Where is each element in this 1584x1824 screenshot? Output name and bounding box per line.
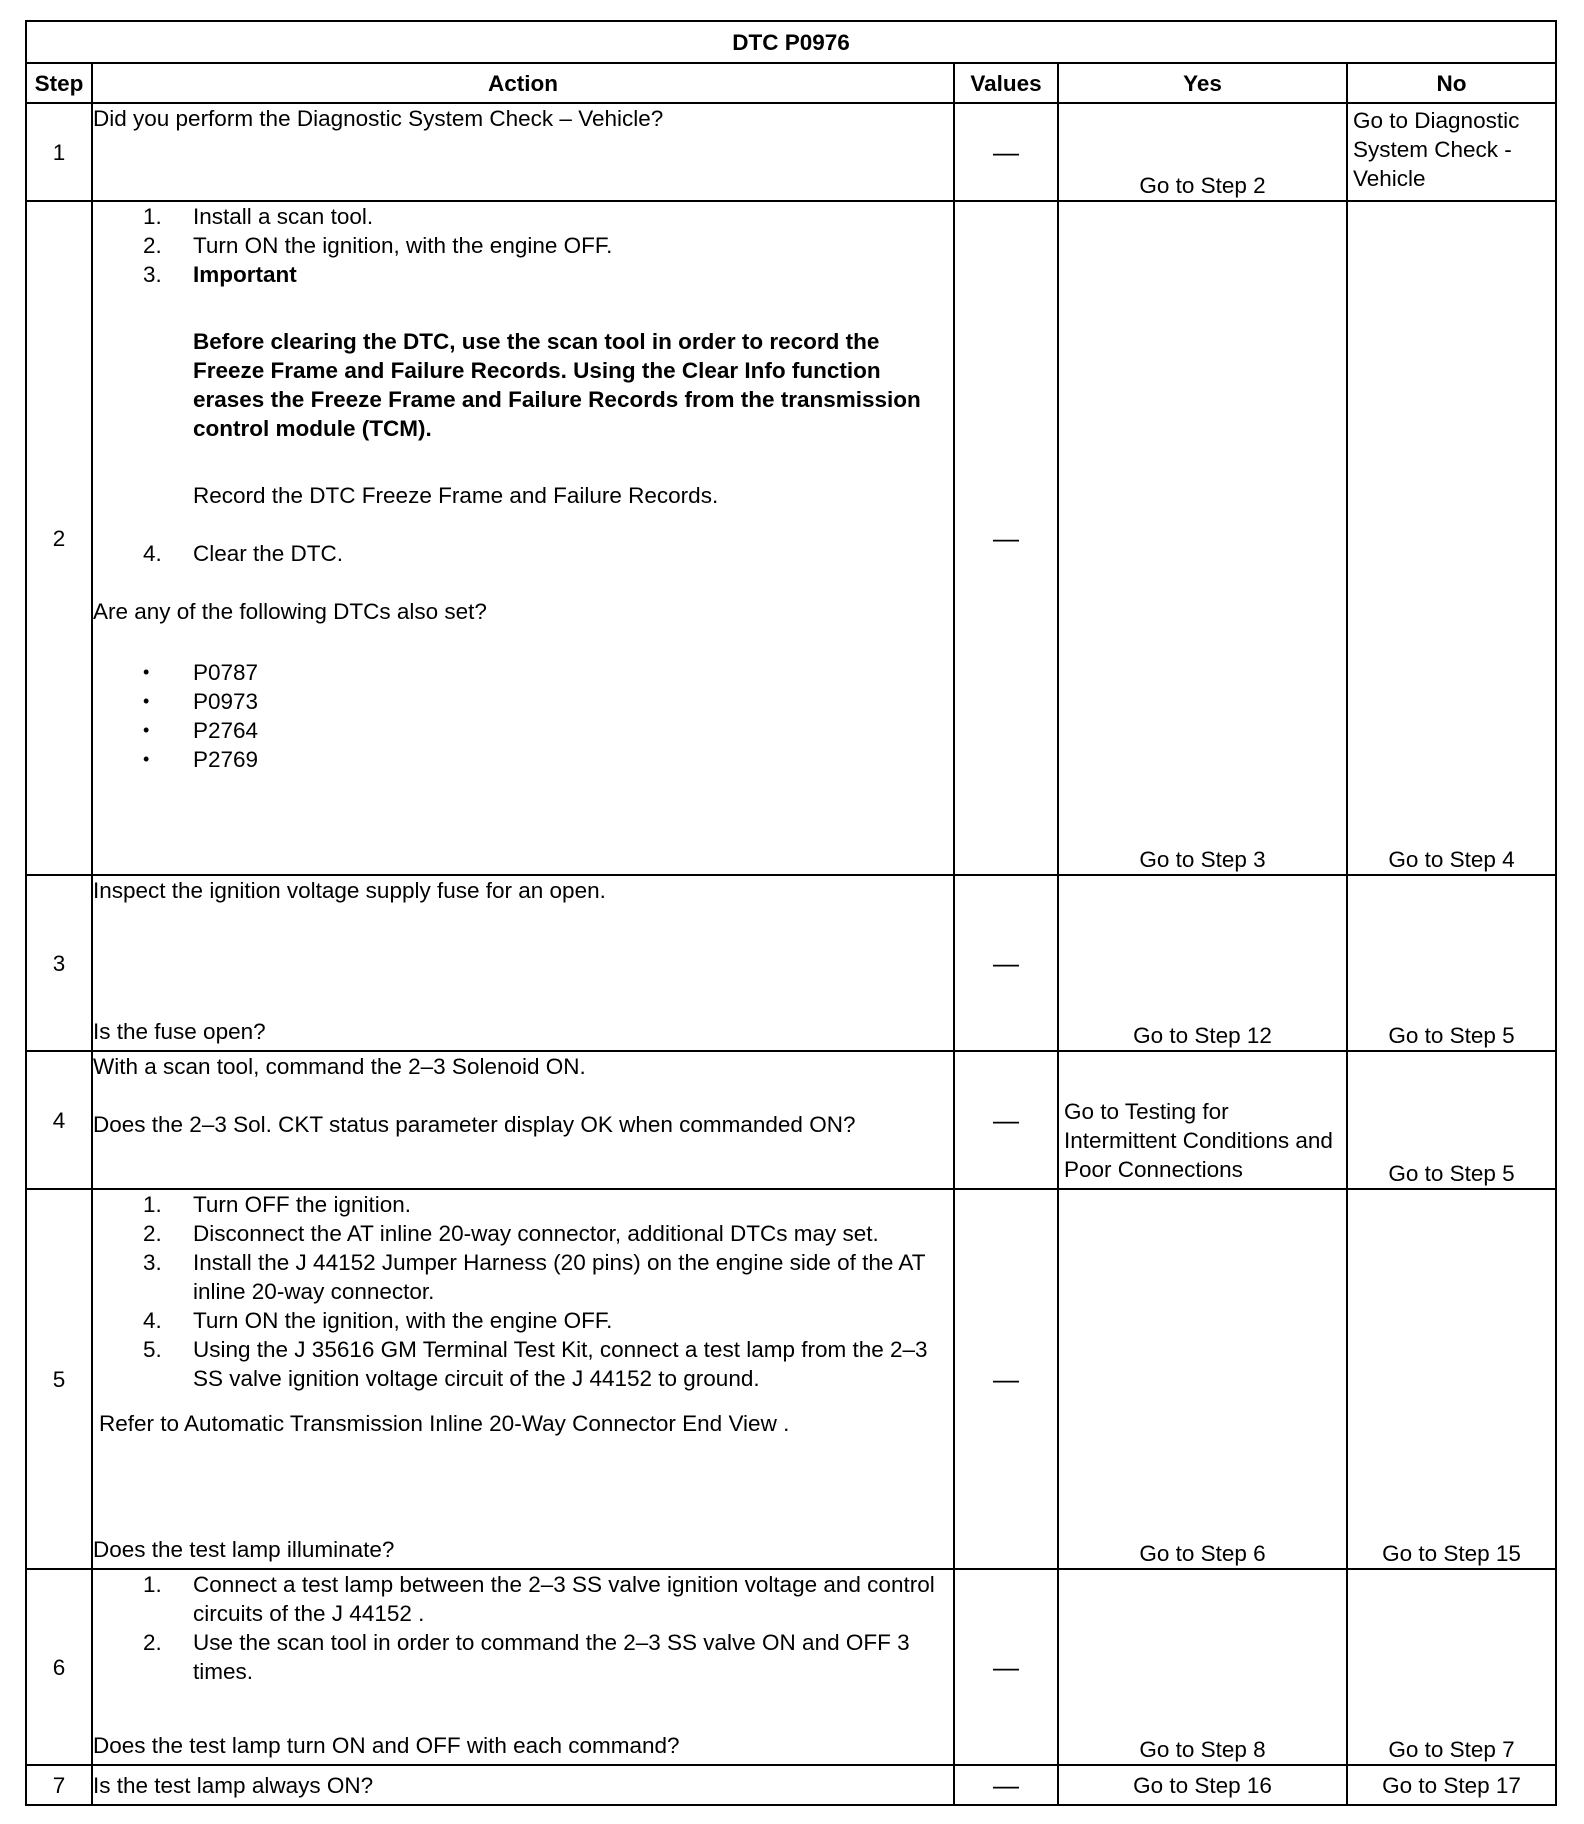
- question-text: Does the 2–3 Sol. CKT status parameter display OK when commanded ON?: [93, 1112, 856, 1137]
- header-values: Values: [954, 63, 1058, 103]
- list-item: 2. Disconnect the AT inline 20-way connector, additional DTCs may set.: [143, 1221, 879, 1246]
- list-item: • P0787: [143, 660, 259, 685]
- list-item: • P2769: [143, 747, 259, 772]
- table-row: [26, 103, 1556, 201]
- list-item: 3. Important: [143, 262, 297, 287]
- table-row: [26, 1765, 1556, 1805]
- no-cell: Go to Step 17: [1347, 1765, 1556, 1805]
- list-item: 1. Install a scan tool.: [143, 204, 374, 229]
- action-cell: [92, 1765, 954, 1805]
- no-cell: Go to Step 15: [1347, 1189, 1556, 1569]
- question-text: Does the test lamp turn ON and OFF with each command?: [93, 1733, 680, 1758]
- yes-cell: Go to Step 12: [1058, 875, 1347, 1051]
- table-row: [26, 1569, 1556, 1765]
- action-text: With a scan tool, command the 2–3 Solenoid ON.: [93, 1054, 586, 1079]
- step-number: 3: [26, 875, 92, 1051]
- action-cell: [92, 103, 954, 201]
- list-item: 4. Clear the DTC.: [143, 541, 344, 566]
- record-instruction: Record the DTC Freeze Frame and Failure Records.: [193, 483, 719, 508]
- list-item: 1. Turn OFF the ignition.: [143, 1192, 412, 1217]
- step-list: [93, 202, 953, 289]
- no-cell: Go to Step 5: [1347, 875, 1556, 1051]
- yes-cell: Go to Step 8: [1058, 1569, 1347, 1765]
- values-cell: —: [954, 201, 1058, 875]
- action-cell: [92, 1189, 954, 1569]
- list-item: 2. Use the scan tool in order to command the 2–3 SS valve ON and OFF 3 times.: [143, 1630, 910, 1684]
- list-item: 4. Turn ON the ignition, with the engine OFF.: [143, 1308, 613, 1333]
- dtc-list: [93, 658, 953, 774]
- header-yes: Yes: [1058, 63, 1347, 103]
- action-text: Inspect the ignition voltage supply fuse for an open.: [93, 878, 606, 903]
- question-text: Is the fuse open?: [93, 1019, 266, 1044]
- yes-cell: Go to Step 6: [1058, 1189, 1347, 1569]
- step-number: 5: [26, 1189, 92, 1569]
- no-cell: Go to Diagnostic System Check - Vehicle: [1347, 103, 1556, 201]
- no-cell: Go to Step 7: [1347, 1569, 1556, 1765]
- no-cell: Go to Step 4: [1347, 201, 1556, 875]
- table-row: [26, 1051, 1556, 1189]
- list-item: 3. Install the J 44152 Jumper Harness (20 pins) on the engine side of the AT inline 20-way connector.: [143, 1250, 926, 1304]
- action-text: Is the test lamp always ON?: [93, 1772, 374, 1798]
- yes-cell: Go to Testing for Intermittent Conditions and Poor Connections: [1058, 1051, 1347, 1189]
- list-item: • P0973: [143, 689, 259, 714]
- refer-link-text: Refer to Automatic Transmission Inline 20-Way Connector End View .: [99, 1411, 790, 1436]
- step-number: 6: [26, 1569, 92, 1765]
- list-item: • P2764: [143, 718, 259, 743]
- yes-cell: Go to Step 3: [1058, 201, 1347, 875]
- table-row: [26, 875, 1556, 1051]
- question-text: Are any of the following DTCs also set?: [93, 599, 487, 624]
- values-cell: —: [954, 875, 1058, 1051]
- values-cell: —: [954, 1051, 1058, 1189]
- values-cell: —: [954, 1189, 1058, 1569]
- step-number: 1: [26, 103, 92, 201]
- step-list: [93, 1190, 953, 1393]
- action-cell: [92, 1051, 954, 1189]
- header-action: Action: [92, 63, 954, 103]
- step-number: 7: [26, 1765, 92, 1805]
- dtc-table: [25, 20, 1557, 1806]
- action-text: Did you perform the Diagnostic System Check – Vehicle?: [93, 106, 664, 131]
- step-number: 2: [26, 201, 92, 875]
- no-cell: Go to Step 5: [1347, 1051, 1556, 1189]
- yes-cell: Go to Step 2: [1058, 103, 1347, 201]
- list-item: 1. Connect a test lamp between the 2–3 SS valve ignition voltage and control circuits of the J 44152 .: [143, 1572, 935, 1626]
- action-cell: [92, 1569, 954, 1765]
- table-title: DTC P0976: [26, 21, 1556, 63]
- header-step: Step: [26, 63, 92, 103]
- important-note: Before clearing the DTC, use the scan tool in order to record the Freeze Frame and Failure Records. Using the Clear Info function erases the Freeze Frame and Failure Records from the transmission control module (TCM).: [193, 329, 921, 441]
- action-cell: [92, 201, 954, 875]
- step-list: [93, 539, 953, 568]
- values-cell: —: [954, 1569, 1058, 1765]
- important-label: Important: [193, 262, 297, 287]
- table-row: [26, 1189, 1556, 1569]
- values-cell: —: [954, 103, 1058, 201]
- header-no: No: [1347, 63, 1556, 103]
- step-list: [93, 1570, 953, 1686]
- list-item: 5. Using the J 35616 GM Terminal Test Kit, connect a test lamp from the 2–3 SS valve ignition voltage circuit of the J 44152 to ground.: [143, 1337, 928, 1391]
- values-cell: —: [954, 1765, 1058, 1805]
- list-item: 2. Turn ON the ignition, with the engine OFF.: [143, 233, 613, 258]
- step-number: 4: [26, 1051, 92, 1189]
- action-cell: [92, 875, 954, 1051]
- yes-cell: Go to Step 16: [1058, 1765, 1347, 1805]
- table-row: [26, 201, 1556, 875]
- question-text: Does the test lamp illuminate?: [93, 1537, 395, 1562]
